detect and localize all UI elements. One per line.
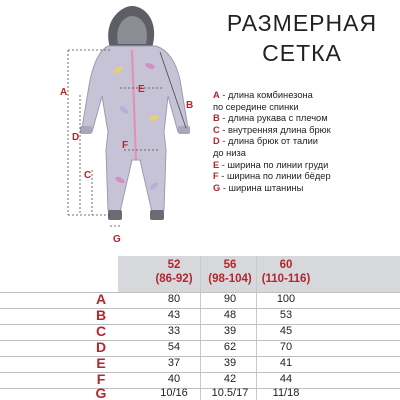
table-cell: 54 <box>167 341 181 353</box>
legend-row: по середине спинки <box>213 101 299 112</box>
legend-row: E - ширина по линии груди <box>213 159 329 170</box>
table-cell: 62 <box>223 341 237 353</box>
table-cell: 100 <box>276 293 296 305</box>
row-label: F <box>96 371 106 387</box>
legend-row: до низа <box>213 147 246 158</box>
jumpsuit-illustration <box>40 0 210 250</box>
table-cell: 10.5/17 <box>211 387 249 399</box>
size-column-header: 56 (98-104) <box>208 259 252 285</box>
size-column-header: 60 (110-116) <box>261 259 311 285</box>
table-cell: 70 <box>279 341 293 353</box>
legend-row: D - длина брюк от талии <box>213 136 318 147</box>
table-cell: 42 <box>223 373 237 385</box>
legend-row: C - внутренняя длина брюк <box>213 124 331 135</box>
legend-row: A - длина комбинезона <box>213 90 313 100</box>
table-cell: 43 <box>167 309 181 321</box>
row-label: A <box>95 291 107 307</box>
table-cell: 10/16 <box>160 387 188 399</box>
table-cell: 45 <box>279 325 293 337</box>
size-column-header: 52 (86-92) <box>155 259 193 285</box>
table-cell: 39 <box>223 325 237 337</box>
legend-row: G - ширина штанины <box>213 182 304 193</box>
label-f: F <box>122 140 129 151</box>
table-cell: 11/18 <box>272 387 300 399</box>
table-cell: 33 <box>167 325 181 337</box>
title-line-2: СЕТКА <box>262 40 342 66</box>
table-cell: 48 <box>223 309 237 321</box>
label-d: D <box>72 132 80 143</box>
size-table <box>0 256 400 400</box>
title-line-1: РАЗМЕРНАЯ <box>226 10 378 36</box>
row-label: D <box>95 339 107 355</box>
table-cell: 41 <box>279 357 293 369</box>
label-g: G <box>113 234 121 245</box>
row-label: G <box>95 385 107 400</box>
table-cell: 39 <box>223 357 237 369</box>
table-cell: 40 <box>167 373 181 385</box>
label-c: C <box>84 170 92 181</box>
row-label: B <box>95 307 107 323</box>
label-b: B <box>186 100 194 111</box>
measurement-legend <box>213 90 398 194</box>
table-cell: 90 <box>223 293 237 305</box>
row-label: C <box>95 323 107 339</box>
legend-row: B - длина рукава с плечом <box>213 113 328 124</box>
table-cell: 44 <box>279 373 293 385</box>
table-cell: 53 <box>279 309 293 321</box>
table-cell: 37 <box>167 357 181 369</box>
label-a: A <box>60 87 68 98</box>
row-label: E <box>96 355 106 371</box>
table-cell: 80 <box>167 293 181 305</box>
label-e: E <box>138 84 145 95</box>
legend-row: F - ширина по линии бёдер <box>213 171 331 182</box>
